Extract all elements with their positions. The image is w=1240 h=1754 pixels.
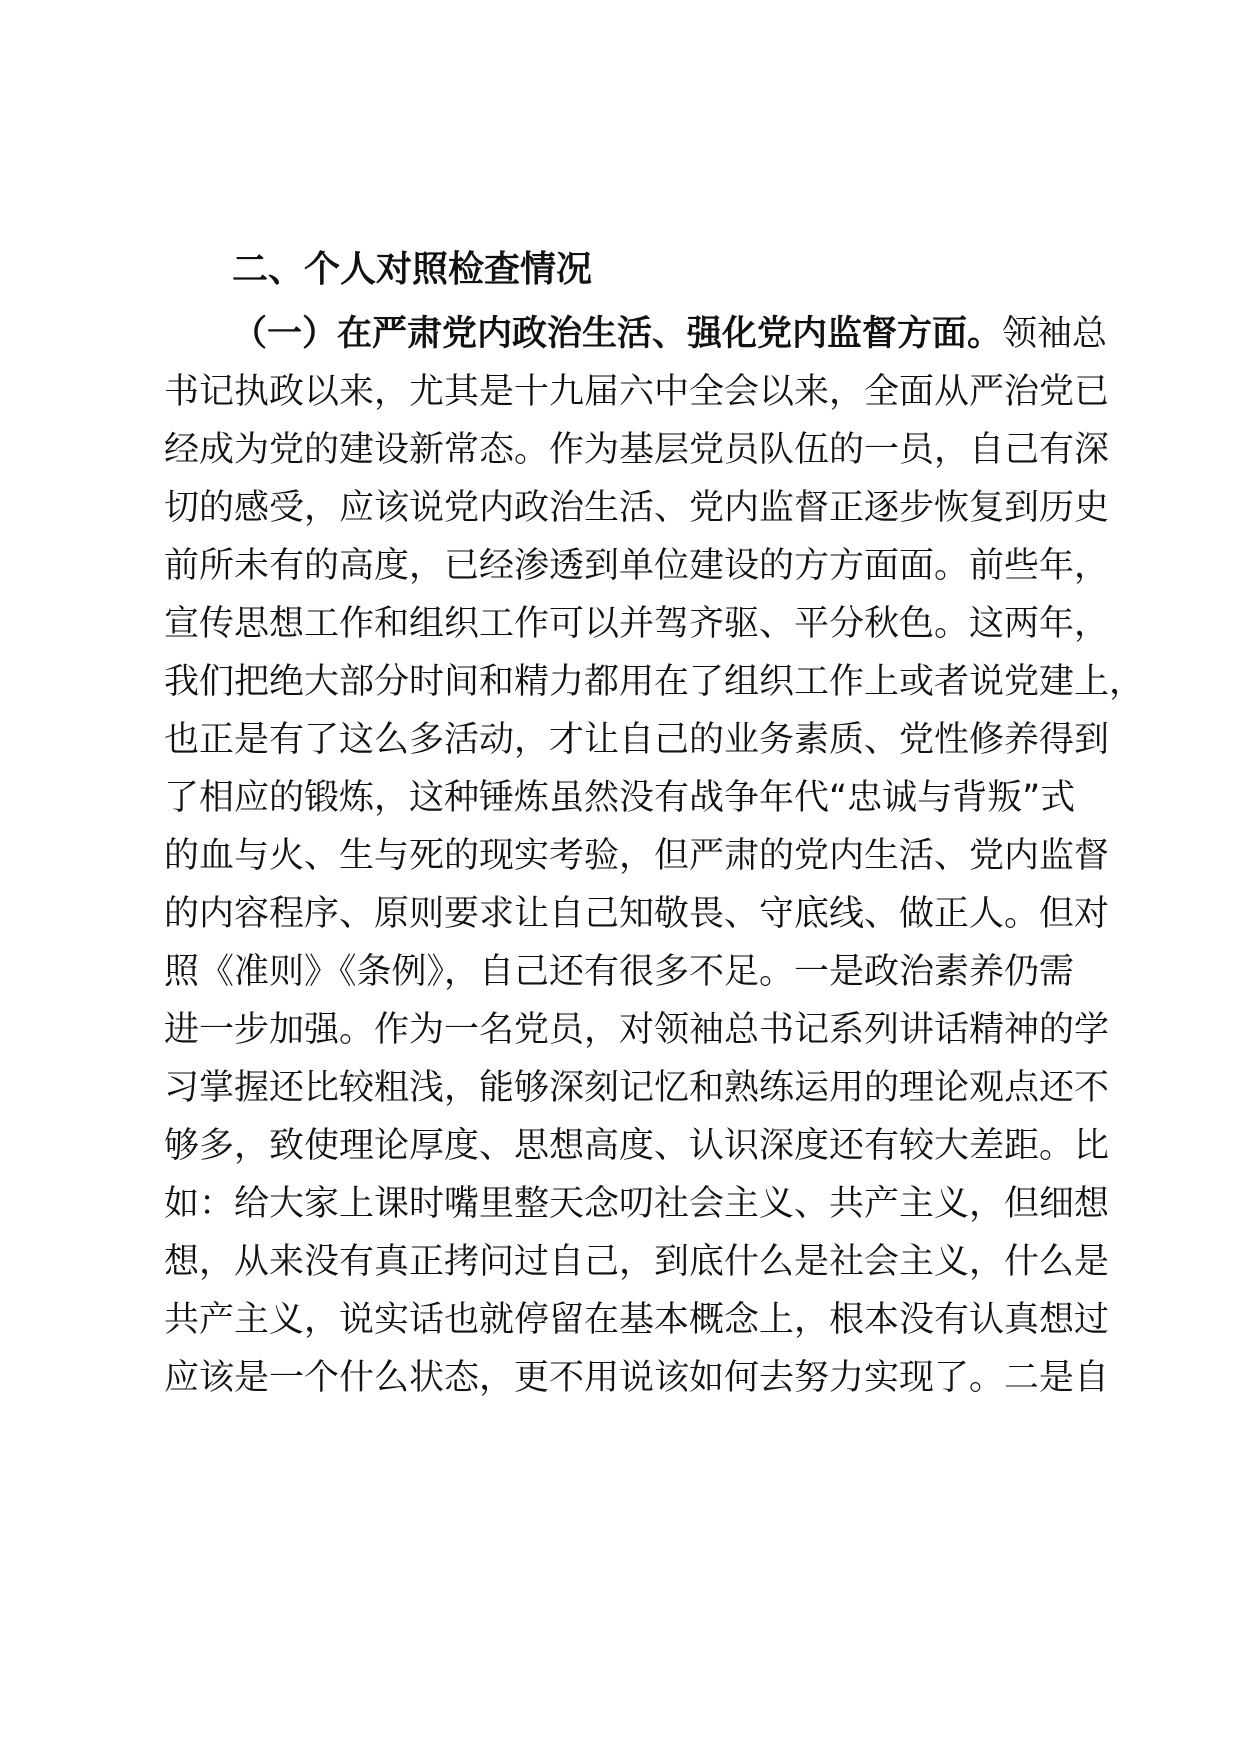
paragraph-line: 我们把绝大部分时间和精力都用在了组织工作上或者说党建上， — [164, 662, 1145, 702]
paragraph-line: 的内容程序、原则要求让自己知敬畏、守底线、做正人。但对 — [164, 894, 1110, 934]
paragraph-line: 经成为党的建设新常态。作为基层党员队伍的一员，自己有深 — [164, 430, 1110, 470]
paragraph-line: 共产主义，说实话也就停留在基本概念上，根本没有认真想过 — [164, 1300, 1110, 1340]
paragraph-line: 应该是一个什么状态，更不用说该如何去努力实现了。二是自 — [164, 1358, 1110, 1398]
paragraph-line: 够多，致使理论厚度、思想高度、认识深度还有较大差距。比 — [164, 1126, 1110, 1166]
paragraph-line: 切的感受，应该说党内政治生活、党内监督正逐步恢复到历史 — [164, 488, 1110, 528]
paragraph-line: 照《准则》《条例》，自己还有很多不足。一是政治素养仍需 — [164, 952, 1075, 992]
paragraph-line: 前所未有的高度，已经渗透到单位建设的方方面面。前些年， — [164, 546, 1110, 586]
paragraph-line: 想，从来没有真正拷问过自己，到底什么是社会主义，什么是 — [164, 1242, 1110, 1282]
paragraph-first-line — [232, 302, 1107, 366]
paragraph-line: 如：给大家上课时嘴里整天念叨社会主义、共产主义，但细想 — [164, 1184, 1110, 1224]
paragraph-line: 进一步加强。作为一名党员，对领袖总书记系列讲话精神的学 — [164, 1010, 1110, 1050]
paragraph-line: 的血与火、生与死的现实考验，但严肃的党内生活、党内监督 — [164, 836, 1110, 876]
paragraph-line: 也正是有了这么多活动，才让自己的业务素质、党性修养得到 — [164, 720, 1110, 760]
paragraph-line: 书记执政以来，尤其是十九届六中全会以来，全面从严治党已 — [164, 372, 1110, 412]
paragraph-line: 宣传思想工作和组织工作可以并驾齐驱、平分秋色。这两年， — [164, 604, 1110, 644]
paragraph-line: 了相应的锻炼，这种锤炼虽然没有战争年代“忠诚与背叛”式 — [164, 778, 1076, 818]
subsection-heading: （一）在严肃党内政治生活、强化党内监督方面。 — [232, 314, 1003, 354]
section-heading: 二、个人对照检查情况 — [232, 249, 593, 290]
first-line-text: 领袖总 — [1002, 314, 1108, 354]
paragraph-line: 习掌握还比较粗浅，能够深刻记忆和熟练运用的理论观点还不 — [164, 1068, 1110, 1108]
